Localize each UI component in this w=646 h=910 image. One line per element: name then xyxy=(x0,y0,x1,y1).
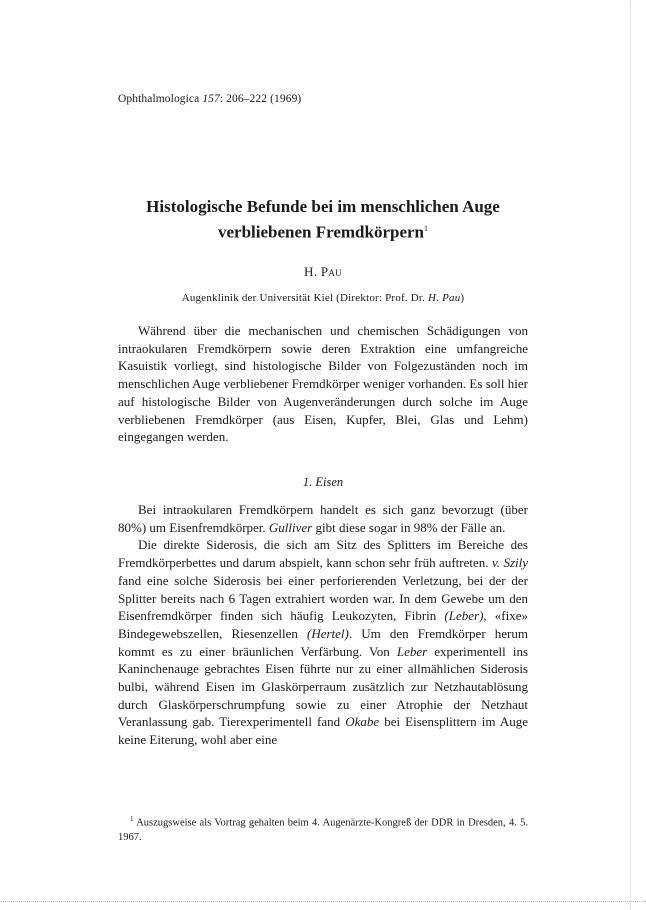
paragraph-3 xyxy=(118,536,528,748)
scan-edge-vertical-line xyxy=(630,0,632,910)
affiliation-suffix: ) xyxy=(460,292,465,304)
p3-author-ref-1: v. Szily xyxy=(491,555,529,571)
p3-author-ref-4: Leber xyxy=(396,643,428,659)
p2-text-b: gibt diese sogar in 98% der Fälle an. xyxy=(312,519,506,535)
p3-text-e: experimentell ins Kaninchenauge gebrachtes Eisen führte nur zu einer allmählichen Siderosis bulbi, während Eisen im Glaskörperraum zusätzlich zur Netzhautablösung durch Glaskörperschrumpfung sowie zu einer Atrophie der Netzhaut Veranlassung gab. Tierexperimentell fand xyxy=(118,643,528,730)
section-heading: 1. Eisen xyxy=(302,475,344,489)
footnote-text: Auszugsweise als Vortrag gehalten beim 4. Augenärzte-Kongreß der DDR in Dresden, 4. 5. 1967. xyxy=(118,817,528,843)
section-1-body xyxy=(118,501,528,749)
p3-author-ref-2: (Leber) xyxy=(444,608,484,624)
journal-name: Ophthalmologica xyxy=(118,93,200,105)
intro-paragraph-block xyxy=(118,322,528,446)
p3-author-ref-5: Okabe xyxy=(345,714,380,730)
p3-author-ref-3: (Hertel) xyxy=(307,625,349,641)
scan-edge-dotted-line xyxy=(0,900,646,902)
journal-pages-year: : 206–222 (1969) xyxy=(219,93,302,105)
p3-text-f: bei Eisensplittern im Auge keine Eiterung, wohl aber eine xyxy=(118,714,528,748)
title-line-1: Histologische Befunde bei im menschlichen Auge xyxy=(146,197,500,216)
title-line-2 xyxy=(100,218,546,244)
affiliation xyxy=(0,292,646,304)
p3-text-c: , «fixe» Bindegewebszellen, Riesenzellen xyxy=(118,608,528,641)
title-footnote-mark: 1 xyxy=(424,224,429,233)
article-title xyxy=(100,196,546,244)
author xyxy=(0,264,646,280)
journal-volume: 157 xyxy=(202,93,220,105)
p3-text-d: . Um den Fremdkörper herum kommt es zu einer bräunlichen Verfärbung. Von xyxy=(118,625,528,659)
affiliation-prefix: Augenklinik der Universität Kiel (Direktor: Prof. Dr. xyxy=(181,292,429,304)
affiliation-director: H. Pau xyxy=(428,292,461,304)
footnote-mark: 1 xyxy=(130,815,134,823)
footnote xyxy=(118,812,528,845)
p2-author-ref: Gulliver xyxy=(268,519,313,535)
paragraph-2 xyxy=(118,501,528,536)
author-initial: H. xyxy=(304,264,321,279)
title-line-2-text: verbliebenen Fremdkörpern xyxy=(217,222,425,242)
p3-text-b: fand eine solche Siderosis bei einer perforierenden Verletzung, bei der der Splitter bereits nach 6 Tagen extrahiert worden war. In dem Gewebe um den Eisenfremdkörper finden sich häufig Leukozyten, Fibrin xyxy=(118,572,528,624)
p2-text-a: Bei intraokularen Fremdkörpern handelt es sich ganz bevorzugt (über 80%) um Eisenfremdkörper. xyxy=(118,502,528,535)
author-name: Pau xyxy=(320,264,342,279)
intro-paragraph: Während über die mechanischen und chemischen Schädigungen von intraokularen Fremdkörpern sowie deren Extraktion eine umfangreiche Kasuistik vorliegt, sind histologische Bilder von Folgezuständen noch im menschlichen Auge verbliebener Fremdkörper weniger vorhanden. Es soll hier auf histologische Bilder von Augenveränderungen durch solche im Auge verbliebenen Fremdkörper (aus Eisen, Kupfer, Blei, Glas und Lehm) eingegangen werden. xyxy=(118,323,528,445)
journal-citation xyxy=(118,93,301,105)
p3-text-a: Die direkte Siderosis, die sich am Sitz des Splitters im Bereiche des Fremdkörperbettes und darum abspielt, kann schon sehr früh auftreten. xyxy=(118,537,528,571)
